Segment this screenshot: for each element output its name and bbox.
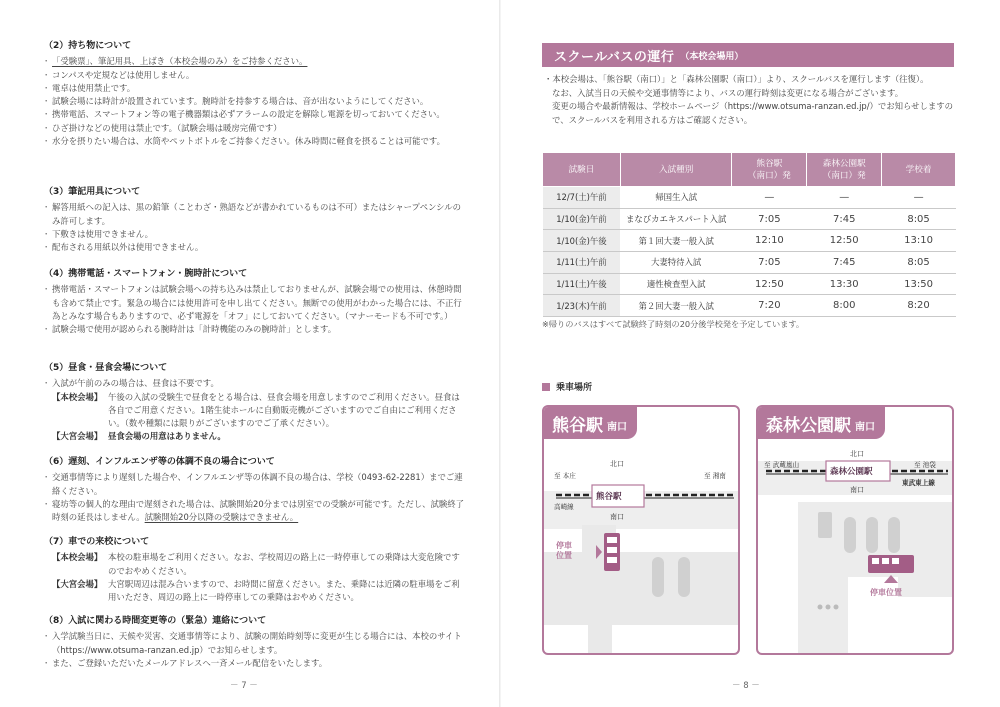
list-item: ・ ひざ掛けなどの使用は禁止です。（試験会場は暖房完備です） [44, 122, 464, 135]
exam-type-cell: 帰国生入試 [620, 187, 732, 209]
page-subtitle: （本校会場用） [680, 51, 744, 62]
map-header [758, 407, 885, 439]
school-arrival-cell: — [882, 187, 956, 209]
exam-type-cell: まなびカエキスパート入試 [620, 208, 732, 230]
shinrin-departure-cell: 12:50 [807, 230, 882, 252]
exam-type-cell: 第１回大妻一般入試 [620, 230, 732, 252]
section-heading: （2）持ち物について [44, 41, 132, 51]
venue-text: 大宮駅周辺は混み合いますので、お時間に留意ください。また、乗降には近隣の駐車場をご利用いただき、周辺の路上に一時停車しての乗降はおやめください。 [108, 578, 460, 603]
venue-label: 【大宮会場】 [52, 431, 103, 442]
stop-position-label: 停車 位置 [556, 541, 572, 560]
square-bullet-icon [542, 383, 550, 391]
line-name-label: 高崎線 [554, 503, 574, 511]
exam-date-cell: 12/7(土)午前 [543, 187, 621, 209]
section-heading: （3）筆記用具について [44, 187, 141, 197]
page-number: － 7 － [230, 681, 258, 691]
list-item: ・ 入学試験当日に、天候や災害、交通事情等により、試験の開始時刻等に変更が生じる場合には、本校のサイト（https://www.otsuma-ranzan.ed.jp）でお知らせします。 [44, 630, 464, 657]
column-header: 入試種別 [620, 153, 732, 187]
column-header: 森林公園駅 （南口）発 [807, 153, 882, 187]
boarding-heading [542, 380, 592, 393]
station-label: 森林公園駅 [830, 467, 873, 477]
table-row [543, 252, 956, 274]
list-item: ・ 解答用紙への記入は、黒の鉛筆（ことわざ・熟語などが書かれているものは不可）またはシャープペンシルのみ許可します。 [44, 201, 464, 228]
shinrin-departure-cell: 8:00 [807, 295, 882, 317]
section-belongings [44, 40, 464, 148]
section-late-illness [44, 456, 464, 524]
station-label: 熊谷駅 [596, 492, 622, 502]
column-header: 試験日 [543, 153, 621, 187]
table-row [543, 295, 956, 317]
kumagaya-departure-cell: 12:50 [732, 273, 807, 295]
section-car [44, 536, 464, 604]
station-name: 森林公園駅 [766, 415, 851, 436]
north-exit-label: 北口 [610, 460, 624, 468]
map-kumagaya-drawing [544, 407, 740, 655]
intro-line: 変更の場合や最新情報は、学校ホームページ（https://www.otsuma-ranzan.ed.jp/）でお知らせしますので、スクールバスを利用される方はご確認ください。 [552, 101, 954, 125]
section-heading: （4）携帯電話・スマートフォン・腕時計について [44, 269, 248, 279]
direction-right-label: 至 池袋 [914, 461, 936, 469]
exam-type-cell: 第２回大妻一般入試 [620, 295, 732, 317]
bus-title-bar [542, 43, 954, 67]
direction-left-label: 至 本庄 [554, 472, 576, 480]
boarding-heading-text: 乗車場所 [556, 383, 593, 393]
table-header-row [543, 153, 956, 187]
list-item: ・ 携帯電話・スマートフォンは試験会場への持ち込みは禁止しておりませんが、試験会場での使用は、休憩時間も含めて禁止です。緊急の場合には使用許可を申し出てください。無断での使用がわかった場合には、不正行為とみなす場合もありますので、必ず電源を「オフ」にしておいてください。（マナーモードも不可です。） [44, 283, 464, 323]
stop-position-label: 停車位置 [870, 588, 902, 597]
section-phones [44, 268, 464, 336]
list-item: ・ 配布される用紙以外は使用できません。 [44, 241, 464, 254]
venue-text: 午後の入試の受験生で昼食をとる場合は、昼食会場を用意しますのでご利用ください。昼食は各自でご用意ください。1階生徒ホールに自動販売機がございますのでご自由にご利用ください。（数や種類には限りがございますのでご了承ください）。 [108, 391, 460, 429]
exam-date-cell: 1/11(土)午後 [543, 273, 621, 295]
table-row [543, 187, 956, 209]
list-item-emphasis: 試験開始20分以降の受験はできません。 [144, 512, 299, 523]
section-lunch [44, 362, 464, 444]
map-shinrin-koen [756, 405, 954, 655]
list-item: ・ 下敷きは使用できません。 [44, 228, 464, 241]
section-heading: （5）昼食・昼食会場について [44, 363, 168, 373]
station-exit: 南口 [855, 421, 875, 433]
map-shinrin-koen-drawing [758, 407, 954, 655]
exam-date-cell: 1/23(木)午前 [543, 295, 621, 317]
list-item: ・ 「受験票」、筆記用具、上ばき（本校会場のみ）をご持参ください。 [44, 55, 464, 68]
table-row [543, 273, 956, 295]
venue-text: 昼食会場の用意はありません。 [108, 431, 226, 442]
school-arrival-cell: 8:20 [882, 295, 956, 317]
venue-row [44, 391, 464, 431]
section-writing-tools [44, 186, 464, 254]
list-item: ・ 電卓は使用禁止です。 [44, 82, 464, 95]
list-item: ・ 入試が午前のみの場合は、昼食は不要です。 [44, 377, 464, 390]
direction-left-label: 至 武蔵嵐山 [764, 461, 800, 469]
map-header [544, 407, 637, 439]
venue-label: 【本校会場】 [52, 391, 103, 402]
shinrin-departure-cell: 13:30 [807, 273, 882, 295]
shinrin-departure-cell: 7:45 [807, 252, 882, 274]
exam-date-cell: 1/11(土)午前 [543, 252, 621, 274]
direction-right-label: 至 湘南 [704, 472, 726, 480]
exam-type-cell: 大妻特待入試 [620, 252, 732, 274]
venue-row [44, 430, 464, 443]
north-exit-label: 北口 [850, 450, 864, 458]
list-item [44, 498, 464, 525]
list-item-text: 寝坊等の個人的な理由で遅刻された場合は、試験開始20分までは別室での受験が可能です。ただし、試験終了時刻の延長はしません。 [52, 498, 464, 523]
shinrin-departure-cell: — [807, 187, 882, 209]
south-exit-label: 南口 [850, 486, 864, 494]
venue-label: 【大宮会場】 [52, 578, 103, 589]
list-item: ・ 携帯電話、スマートフォン等の電子機器類は必ずアラームの設定を解除し電源を切っておいてください。 [44, 108, 464, 121]
venue-text: 本校の駐車場をご利用ください。なお、学校周辺の路上に一時停車しての乗降は大変危険ですのでおやめください。 [108, 552, 460, 576]
map-kumagaya [542, 405, 740, 655]
school-arrival-cell: 8:05 [882, 252, 956, 274]
school-arrival-cell: 13:10 [882, 230, 956, 252]
list-item: ・ 交通事情等により遅刻した場合や、インフルエンザ等の体調不良の場合は、学校（0493-62-2281）までご連絡ください。 [44, 471, 464, 498]
exam-date-cell: 1/10(金)午後 [543, 230, 621, 252]
exam-date-cell: 1/10(金)午前 [543, 208, 621, 230]
page-number: － 8 － [732, 681, 760, 691]
list-item: ・ コンパスや定規などは使用しません。 [44, 69, 464, 82]
list-item: ・ 水分を摂りたい場合は、水筒やペットボトルをご持参ください。休み時間に軽食を摂ることは可能です。 [44, 135, 464, 148]
list-item: ・ また、ご登録いただいたメールアドレスへ一斉メール配信をいたします。 [44, 657, 464, 670]
station-exit: 南口 [607, 421, 627, 433]
column-header: 学校着 [882, 153, 956, 187]
kumagaya-departure-cell: 7:05 [732, 208, 807, 230]
exam-type-cell: 適性検査型入試 [620, 273, 732, 295]
column-header: 熊谷駅 （南口）発 [732, 153, 807, 187]
intro-line: なお、入試当日の天候や交通事情等により、バスの運行時刻は変更になる場合がございます。 [552, 87, 904, 98]
shinrin-departure-cell: 7:45 [807, 208, 882, 230]
kumagaya-departure-cell: 7:20 [732, 295, 807, 317]
table-row [543, 208, 956, 230]
page-title: スクールバスの運行 [554, 49, 675, 65]
school-arrival-cell: 8:05 [882, 208, 956, 230]
kumagaya-departure-cell: — [732, 187, 807, 209]
intro-line: ・本校会場は、「熊谷駅（南口）」と「森林公園駅（南口）」より、スクールバスを運行します（往復）。 [544, 74, 929, 84]
list-item: ・ 試験会場で使用が認められる腕時計は「計時機能のみの腕時計」とします。 [44, 323, 464, 336]
section-emergency [44, 615, 464, 670]
table-row [543, 230, 956, 252]
page-fold [499, 0, 501, 707]
venue-row [44, 551, 464, 578]
bus-intro [544, 73, 964, 127]
section-heading: （8）入試に関わる時間変更等の（緊急）連絡について [44, 616, 267, 626]
kumagaya-departure-cell: 12:10 [732, 230, 807, 252]
south-exit-label: 南口 [610, 513, 624, 521]
bus-timetable [542, 152, 956, 317]
venue-row [44, 578, 464, 605]
school-arrival-cell: 13:50 [882, 273, 956, 295]
kumagaya-departure-cell: 7:05 [732, 252, 807, 274]
section-heading: （7）車での来校について [44, 537, 150, 547]
list-item: ・ 試験会場には時計が設置されています。腕時計を持参する場合は、音が出ないようにしてください。 [44, 95, 464, 108]
venue-label: 【本校会場】 [52, 552, 103, 563]
station-name: 熊谷駅 [552, 415, 603, 436]
line-name-label: 東武東上線 [902, 479, 935, 487]
section-heading: （6）遅刻、インフルエンザ等の体調不良の場合について [44, 457, 275, 467]
return-bus-note: ※帰りのバスはすべて試験終了時刻の20分後学校発を予定しています。 [542, 319, 805, 329]
